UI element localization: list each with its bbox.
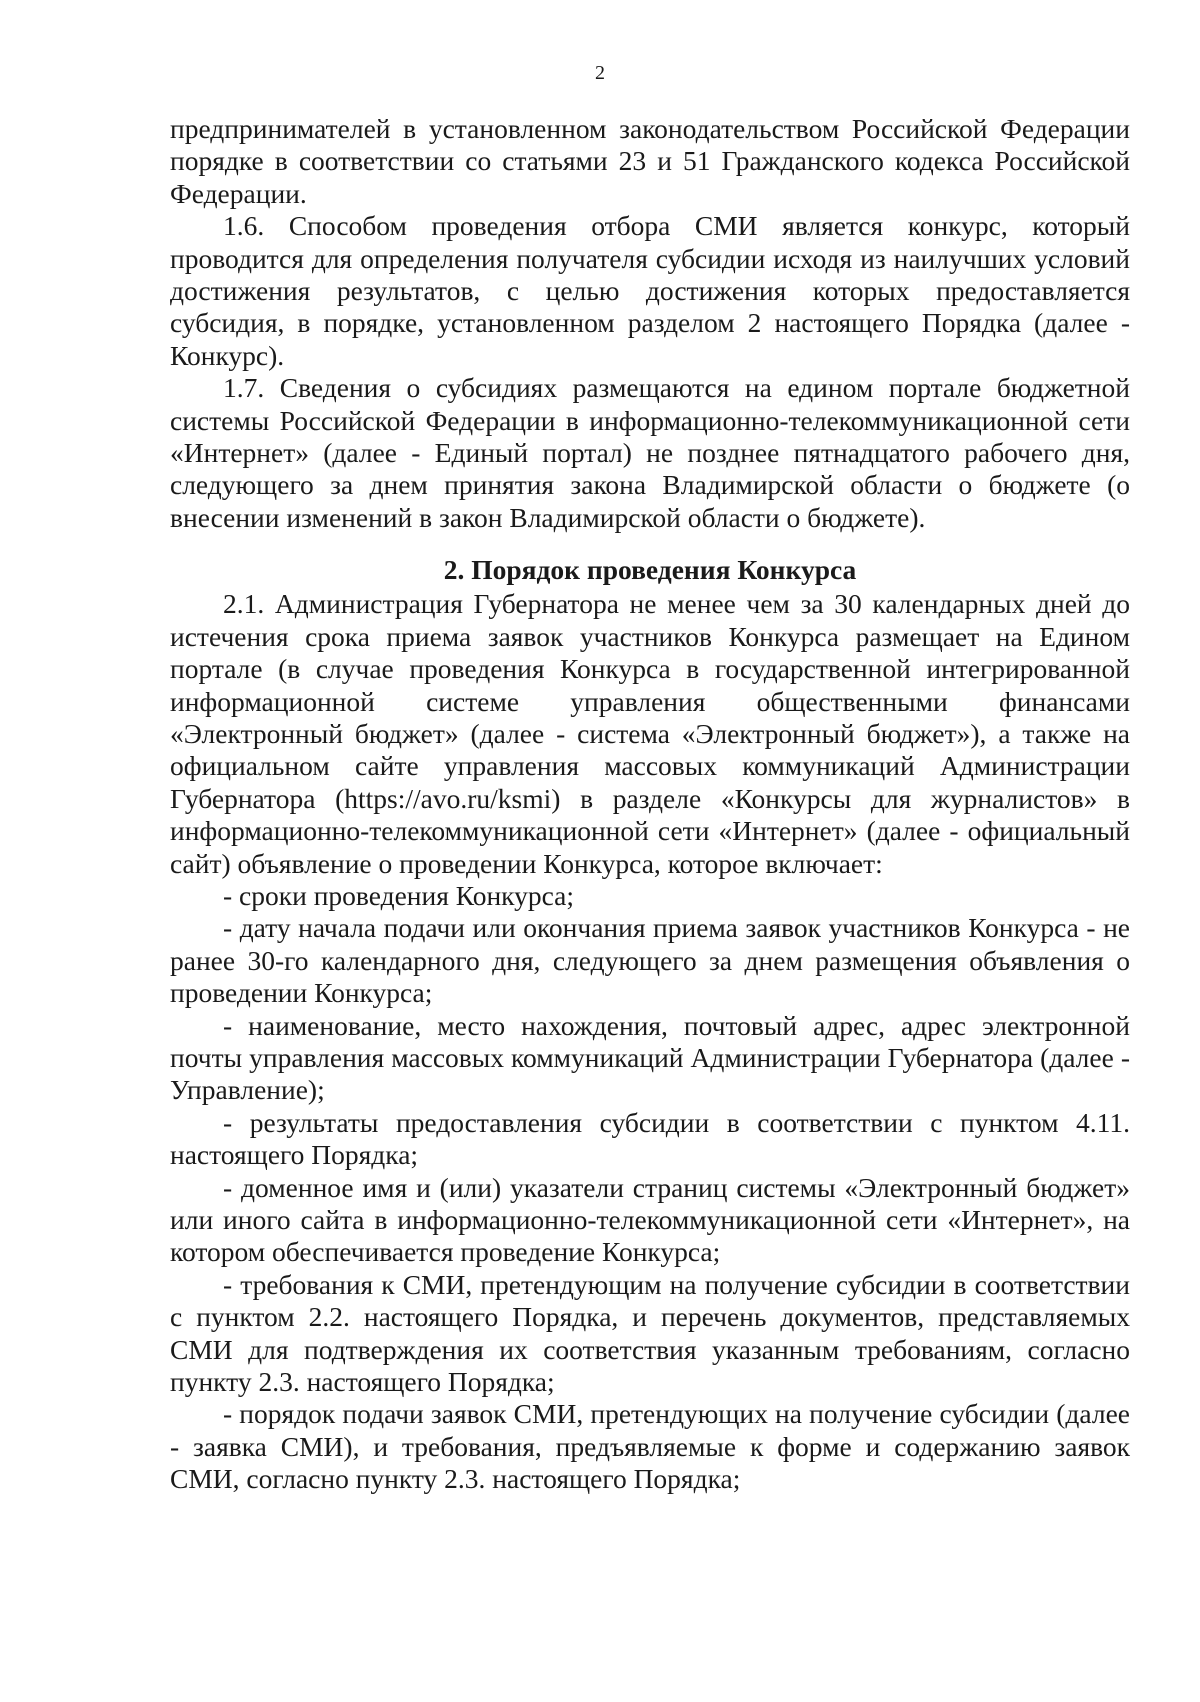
paragraph-2-1: 2.1. Администрация Губернатора не менее чем за 30 календарных дней до истечения срока приема заявок участников Конкурса размещает на Едином портале (в случае проведения Конкурса в государственной интегрированной информационной системе управления общественными финансами «Электронный бюджет» (далее - система «Электронный бюджет»), а также на официальном сайте управления массовых коммуникаций Администрации Губернатора (https://avo.ru/ksmi) в разделе «Конкурсы для журналистов» в информационно-телекоммуникационной сети «Интернет» (далее - официальный сайт) объявление о проведении Конкурса, которое включает: (170, 588, 1130, 879)
list-item: - наименование, место нахождения, почтовый адрес, адрес электронной почты управления массовых коммуникаций Администрации Губернатора (далее - Управление); (170, 1009, 1130, 1106)
list-item: - требования к СМИ, претендующим на получение субсидии в соответствии с пунктом 2.2. настоящего Порядка, и перечень документов, представляемых СМИ для подтверждения их соответствия указанным требованиям, согласно пункту 2.3. настоящего Порядка; (170, 1268, 1130, 1398)
list-item: - порядок подачи заявок СМИ, претендующих на получение субсидии (далее - заявка СМИ), и требования, предъявляемые к форме и содержанию заявок СМИ, согласно пункту 2.3. настоящего Порядка; (170, 1398, 1130, 1495)
paragraph-1-6: 1.6. Способом проведения отбора СМИ является конкурс, который проводится для определения получателя субсидии исходя из наилучших условий достижения результатов, с целью достижения которых предоставляется субсидия, в порядке, установленном разделом 2 настоящего Порядка (далее - Конкурс). (170, 210, 1130, 371)
list-item: - дату начала подачи или окончания приема заявок участников Конкурса - не ранее 30-го календарного дня, следующего за днем размещения объявления о проведении Конкурса; (170, 912, 1130, 1009)
paragraph-1-7: 1.7. Сведения о субсидиях размещаются на едином портале бюджетной системы Российской Федерации в информационно-телекоммуникационной сети «Интернет» (далее - Единый портал) не позднее пятнадцатого рабочего дня, следующего за днем принятия закона Владимирской области о бюджете (о внесении изменений в закон Владимирской области о бюджете). (170, 372, 1130, 533)
list-item: - результаты предоставления субсидии в соответствии с пунктом 4.11. настоящего Порядка; (170, 1106, 1130, 1171)
section-heading: 2. Порядок проведения Конкурса (443, 554, 857, 586)
document-body (170, 113, 1130, 1496)
list-item: - сроки проведения Конкурса; (223, 879, 575, 911)
page-number: 2 (595, 62, 605, 84)
list-item: - доменное имя и (или) указатели страниц системы «Электронный бюджет» или иного сайта в информационно-телекоммуникационной сети «Интернет», на котором обеспечивается проведение Конкурса; (170, 1171, 1130, 1268)
paragraph-continuation: предпринимателей в установленном законодательством Российской Федерации порядке в соответствии со статьями 23 и 51 Гражданского кодекса Российской Федерации. (170, 113, 1130, 209)
